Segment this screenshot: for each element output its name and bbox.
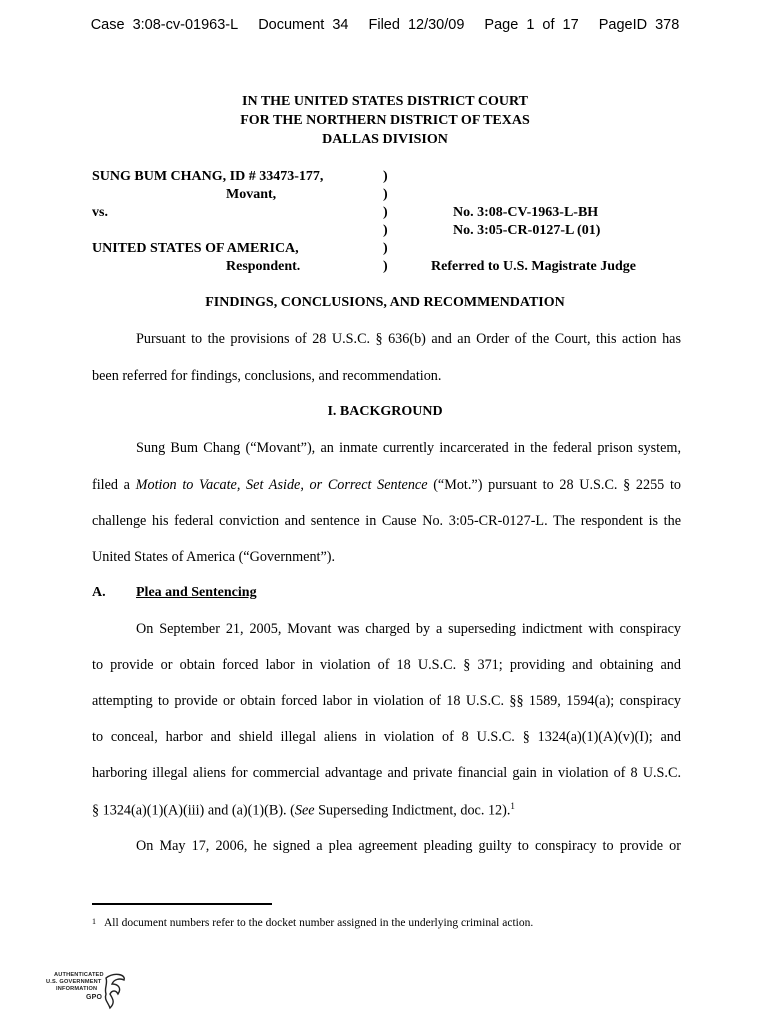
footnote-number: 1 bbox=[92, 917, 96, 926]
caption-paren: ) bbox=[383, 223, 388, 238]
plea-line-7: On May 17, 2006, he signed a plea agreement pleading guilty to conspiracy to provide or bbox=[136, 838, 681, 854]
page-id: PageID 378 bbox=[598, 17, 680, 33]
plea-line-5: harboring illegal aliens for commercial advantage and private financial gain in violation of 8 U.S.C. bbox=[92, 765, 681, 781]
caption-paren: ) bbox=[383, 187, 388, 202]
court-name-line1: IN THE UNITED STATES DISTRICT COURT bbox=[242, 94, 528, 109]
court-division: DALLAS DIVISION bbox=[322, 132, 448, 147]
background-line-3: challenge his federal conviction and sentence in Cause No. 3:05-CR-0127-L. The respondent is the bbox=[92, 513, 681, 529]
eagle-icon bbox=[102, 972, 130, 1012]
subsection-title: Plea and Sentencing bbox=[136, 585, 257, 600]
civil-case-number: No. 3:08-CV-1963-L-BH bbox=[453, 205, 599, 220]
filed-date: Filed 12/30/09 bbox=[368, 17, 465, 33]
referral-note: Referred to U.S. Magistrate Judge bbox=[431, 259, 637, 274]
caption-paren: ) bbox=[383, 259, 388, 274]
case-number: Case 3:08-cv-01963-L bbox=[90, 17, 239, 33]
footnote-text: All document numbers refer to the docket number assigned in the underlying criminal action. bbox=[104, 917, 534, 929]
caption-paren: ) bbox=[383, 169, 388, 184]
respondent-name: UNITED STATES OF AMERICA, bbox=[92, 241, 299, 256]
intro-line-2: been referred for findings, conclusions, and recommendation. bbox=[92, 368, 442, 384]
background-line-1: Sung Bum Chang (“Movant”), an inmate currently incarcerated in the federal prison system, bbox=[136, 440, 681, 456]
background-line-4: United States of America (“Government”). bbox=[92, 549, 336, 565]
footnote-divider bbox=[92, 903, 272, 905]
caption-paren: ) bbox=[383, 241, 388, 256]
gpo-authentication-logo: AUTHENTICATED U.S. GOVERNMENT INFORMATION GPO bbox=[44, 972, 134, 1014]
page-number: Page 1 of 17 bbox=[484, 17, 579, 33]
movant-name: SUNG BUM CHANG, ID # 33473-177, bbox=[92, 169, 324, 184]
subsection-letter: A. bbox=[92, 585, 106, 600]
movant-role: Movant, bbox=[226, 187, 277, 202]
footnote bbox=[92, 917, 533, 929]
section-heading-background: I. BACKGROUND bbox=[327, 404, 443, 419]
plea-line-2: to provide or obtain forced labor in violation of 18 U.S.C. § 371; providing and obtaining and bbox=[92, 657, 681, 673]
plea-line-3: attempting to provide or obtain forced labor in violation of 18 U.S.C. §§ 1589, 1594(a); conspiracy bbox=[92, 693, 681, 709]
background-line-2: filed a Motion to Vacate, Set Aside, or Correct Sentence (“Mot.”) pursuant to 28 U.S.C. § 2255 to bbox=[92, 477, 681, 493]
respondent-role: Respondent. bbox=[226, 259, 301, 274]
document-header bbox=[0, 17, 770, 33]
plea-line-4: to conceal, harbor and shield illegal aliens in violation of 8 U.S.C. § 1324(a)(1)(A)(v)(I); and bbox=[92, 729, 681, 745]
document-title: FINDINGS, CONCLUSIONS, AND RECOMMENDATION bbox=[205, 295, 565, 310]
plea-line-6: § 1324(a)(1)(A)(iii) and (a)(1)(B). (See Superseding Indictment, doc. 12).$^1$ bbox=[92, 801, 515, 819]
intro-line-1: Pursuant to the provisions of 28 U.S.C. § 636(b) and an Order of the Court, this action has bbox=[136, 331, 681, 347]
plea-line-1: On September 21, 2005, Movant was charged by a superseding indictment with conspiracy bbox=[136, 621, 681, 637]
versus: vs. bbox=[92, 205, 108, 220]
court-name-line2: FOR THE NORTHERN DISTRICT OF TEXAS bbox=[240, 113, 530, 128]
document-number: Document 34 bbox=[258, 17, 349, 33]
criminal-case-number: No. 3:05-CR-0127-L (01) bbox=[453, 223, 601, 238]
footnote-reference: 1 bbox=[510, 801, 515, 811]
caption-paren: ) bbox=[383, 205, 388, 220]
